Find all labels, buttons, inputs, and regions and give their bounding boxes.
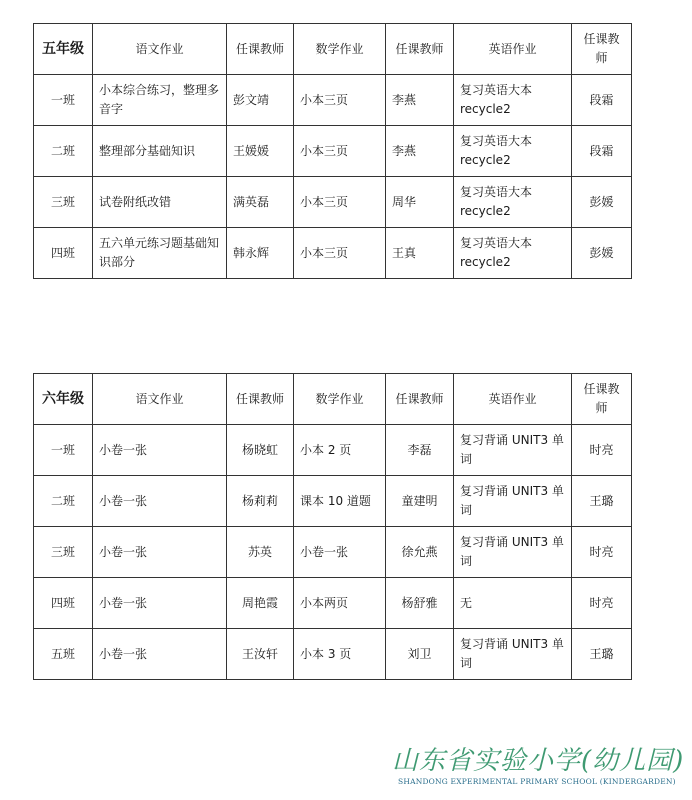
english-homework-cell: 复习英语大本 recycle2 [454, 75, 572, 126]
grade-title: 六年级 [34, 374, 93, 425]
table-row [34, 476, 632, 527]
header-teacher: 任课教师 [572, 24, 632, 75]
header-teacher: 任课教师 [386, 24, 454, 75]
chinese-homework-cell: 小卷一张 [93, 629, 227, 680]
math-homework-cell: 小本三页 [294, 228, 386, 279]
chinese-homework-cell: 小卷一张 [93, 476, 227, 527]
english-teacher-cell: 彭媛 [572, 177, 632, 228]
chinese-homework-cell: 五六单元练习题基础知识部分 [93, 228, 227, 279]
header-chinese: 语文作业 [93, 24, 227, 75]
math-homework-cell: 小本三页 [294, 126, 386, 177]
english-teacher-cell: 时亮 [572, 425, 632, 476]
math-homework-cell: 小本 3 页 [294, 629, 386, 680]
chinese-homework-cell: 小卷一张 [93, 425, 227, 476]
english-homework-cell: 复习英语大本 recycle2 [454, 177, 572, 228]
math-homework-cell: 小本两页 [294, 578, 386, 629]
math-homework-cell: 小本 2 页 [294, 425, 386, 476]
english-teacher-cell: 段霜 [572, 126, 632, 177]
grade5-homework-table [33, 23, 632, 279]
chinese-teacher-cell: 彭文靖 [227, 75, 294, 126]
english-homework-cell: 复习背诵 UNIT3 单词 [454, 527, 572, 578]
grade5-table-body [34, 24, 632, 279]
english-homework-cell: 复习英语大本 recycle2 [454, 228, 572, 279]
english-homework-cell: 复习背诵 UNIT3 单词 [454, 629, 572, 680]
math-homework-cell: 小本三页 [294, 75, 386, 126]
english-homework-cell: 复习英语大本 recycle2 [454, 126, 572, 177]
math-teacher-cell: 李燕 [386, 126, 454, 177]
english-homework-cell: 复习背诵 UNIT3 单词 [454, 425, 572, 476]
class-name-cell: 二班 [34, 126, 93, 177]
math-teacher-cell: 周华 [386, 177, 454, 228]
table-header-row [34, 24, 632, 75]
header-teacher: 任课教师 [572, 374, 632, 425]
math-homework-cell: 小本三页 [294, 177, 386, 228]
table-row [34, 177, 632, 228]
chinese-teacher-cell: 王汝轩 [227, 629, 294, 680]
english-teacher-cell: 时亮 [572, 578, 632, 629]
class-name-cell: 三班 [34, 177, 93, 228]
chinese-homework-cell: 整理部分基础知识 [93, 126, 227, 177]
header-english: 英语作业 [454, 24, 572, 75]
table-row [34, 527, 632, 578]
math-teacher-cell: 王真 [386, 228, 454, 279]
chinese-homework-cell: 小本综合练习，整理多音字 [93, 75, 227, 126]
table-header-row [34, 374, 632, 425]
table-row [34, 578, 632, 629]
school-logo-english: SHANDONG EXPERIMENTAL PRIMARY SCHOOL (KINDERGARDEN) [398, 777, 676, 786]
english-homework-cell: 复习背诵 UNIT3 单词 [454, 476, 572, 527]
english-teacher-cell: 时亮 [572, 527, 632, 578]
math-teacher-cell: 徐允燕 [386, 527, 454, 578]
chinese-homework-cell: 小卷一张 [93, 527, 227, 578]
chinese-teacher-cell: 韩永辉 [227, 228, 294, 279]
chinese-teacher-cell: 杨晓虹 [227, 425, 294, 476]
grade-title: 五年级 [34, 24, 93, 75]
chinese-teacher-cell: 王媛媛 [227, 126, 294, 177]
table-row [34, 228, 632, 279]
math-teacher-cell: 李燕 [386, 75, 454, 126]
school-logo [392, 745, 690, 797]
header-chinese: 语文作业 [93, 374, 227, 425]
chinese-homework-cell: 小卷一张 [93, 578, 227, 629]
english-teacher-cell: 段霜 [572, 75, 632, 126]
header-teacher: 任课教师 [227, 374, 294, 425]
class-name-cell: 四班 [34, 578, 93, 629]
header-teacher: 任课教师 [227, 24, 294, 75]
class-name-cell: 二班 [34, 476, 93, 527]
chinese-teacher-cell: 满英磊 [227, 177, 294, 228]
table-row [34, 629, 632, 680]
school-logo-chinese: 山东省实验小学(幼儿园) [392, 746, 685, 776]
english-teacher-cell: 王璐 [572, 629, 632, 680]
math-homework-cell: 小卷一张 [294, 527, 386, 578]
math-teacher-cell: 童建明 [386, 476, 454, 527]
class-name-cell: 三班 [34, 527, 93, 578]
chinese-teacher-cell: 杨莉莉 [227, 476, 294, 527]
class-name-cell: 一班 [34, 75, 93, 126]
table-row [34, 425, 632, 476]
math-homework-cell: 课本 10 道题 [294, 476, 386, 527]
english-homework-cell: 无 [454, 578, 572, 629]
chinese-teacher-cell: 苏英 [227, 527, 294, 578]
english-teacher-cell: 彭媛 [572, 228, 632, 279]
header-math: 数学作业 [294, 24, 386, 75]
class-name-cell: 五班 [34, 629, 93, 680]
math-teacher-cell: 李磊 [386, 425, 454, 476]
grade6-table-body [34, 374, 632, 680]
grade6-homework-table [33, 373, 632, 680]
table-row [34, 126, 632, 177]
class-name-cell: 一班 [34, 425, 93, 476]
chinese-teacher-cell: 周艳霞 [227, 578, 294, 629]
header-math: 数学作业 [294, 374, 386, 425]
header-teacher: 任课教师 [386, 374, 454, 425]
table-row [34, 75, 632, 126]
math-teacher-cell: 杨舒雅 [386, 578, 454, 629]
english-teacher-cell: 王璐 [572, 476, 632, 527]
math-teacher-cell: 刘卫 [386, 629, 454, 680]
class-name-cell: 四班 [34, 228, 93, 279]
header-english: 英语作业 [454, 374, 572, 425]
chinese-homework-cell: 试卷附纸改错 [93, 177, 227, 228]
